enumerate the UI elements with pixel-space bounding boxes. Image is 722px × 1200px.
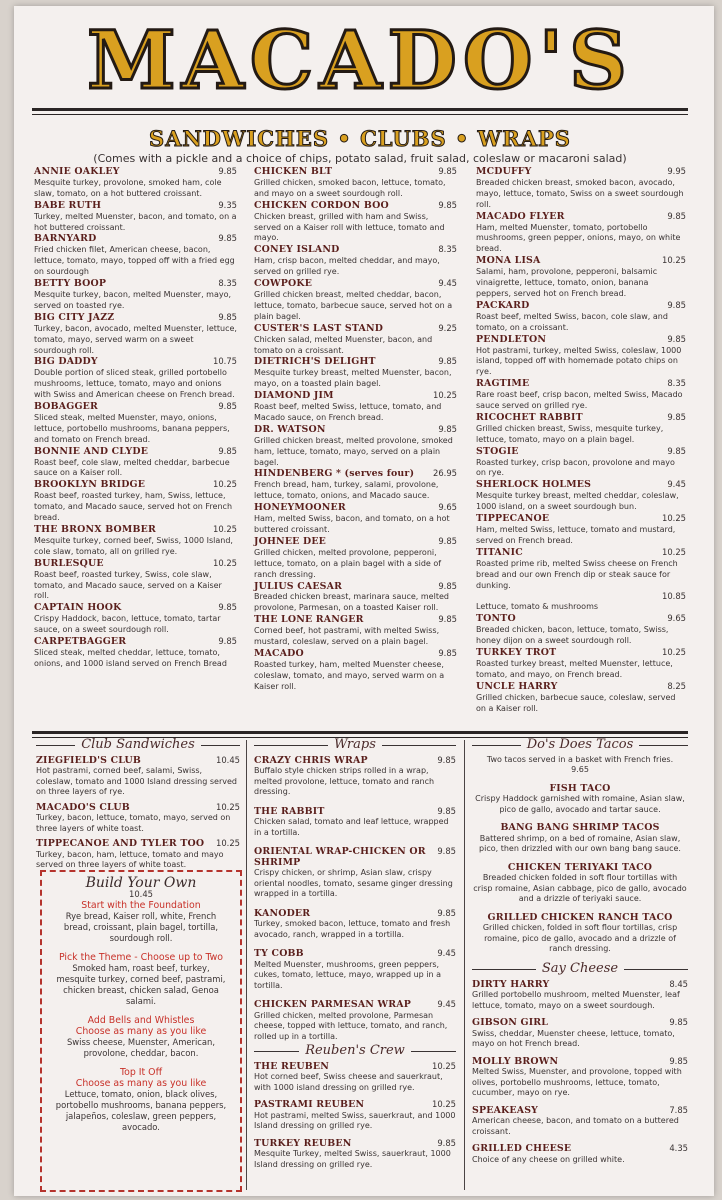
item-name: DIAMOND JIM [254,390,334,402]
item-description: Roast beef, roasted turkey, ham, Swiss, lettuce, tomato, and Macado sauce, served hot on French bread. [34,491,233,523]
item-name: ZIEGFIELD'S CLUB [36,754,142,766]
item-description: Grilled chicken, melted provolone, Parmesan cheese, topped with lettuce, tomato, and ranch, rolled up in a tortilla. [254,1010,448,1041]
item-name: RAGTIME [476,378,530,390]
sandwich-column-1 [34,166,237,670]
item-price: 10.25 [432,1060,456,1071]
item-description: Buffalo style chicken strips rolled in a wrap, melted provolone, lettuce, tomato and ranch dressing. [254,766,435,796]
menu-item [472,1056,688,1099]
byo-step-top-desc: Lettuce, tomato, onion, black olives, portobello mushrooms, banana peppers, jalapeños, coleslaw, green peppers, avocado. [55,1089,227,1132]
item-name: TIPPECANOE AND TYLER TOO [36,838,205,849]
item-description: Fried chicken filet, American cheese, bacon, lettuce, tomato, mayo, topped off with a fried egg on sourdough [34,245,235,277]
menu-item [476,647,686,681]
item-description: Turkey, smoked bacon, lettuce, tomato and fresh avocado, ranch, wrapped in a tortilla. [254,919,451,939]
item-name: HONEYMOONER [254,502,346,514]
item-name: UNCLE HARRY [476,680,558,692]
item-description: Sliced steak, melted cheddar, lettuce, tomato, onions, and 1000 island served on French Bread [34,647,227,668]
menu-item [254,502,457,536]
item-description: Roasted turkey, crisp bacon, provolone and mayo on rye. [476,457,675,478]
item-name: BIG DADDY [34,356,98,368]
item-price: 9.85 [667,333,686,344]
item-description: Hot pastrami, corned beef, salami, Swiss, coleslaw, tomato and 1000 Island dressing served on three layers of rye. [36,766,237,796]
item-description: Grilled chicken, barbecue sauce, coleslaw, served on a Kaiser roll. [476,692,676,713]
item-price: 10.25 [216,838,240,848]
taco-item [472,784,688,816]
item-price: 9.45 [438,278,457,289]
item-name: CHICKEN PARMESAN WRAP [254,999,411,1010]
item-price: 9.45 [437,948,456,958]
menu-item [476,547,686,592]
item-price: 9.85 [218,602,237,613]
item-price: 8.45 [669,978,688,989]
item-description: Mesquite turkey, provolone, smoked ham, cole slaw, tomato, on a hot buttered croissant. [34,177,222,198]
item-name: STOGIE [476,445,519,457]
divider-left [246,740,247,1190]
item-price: 9.85 [438,166,457,176]
item-name: SHERLOCK HOLMES [476,479,592,491]
item-name: TIPPECANOE [476,513,550,525]
item-description: Turkey, bacon, lettuce, tomato, mayo, served on three layers of white toast. [36,813,231,833]
item-price: 9.85 [669,1017,688,1027]
item-price: 9.85 [438,580,457,591]
menu-item [254,323,457,357]
item-name: GRILLED CHEESE [472,1143,572,1154]
club-sandwiches-section [36,737,240,875]
item-description: Turkey, bacon, ham, lettuce, tomato and mayo served on three layers of white toast. [36,849,224,869]
tacos-section [472,737,688,963]
item-name: CHICKEN CORDON BOO [254,199,389,211]
item-description: Breaded chicken breast, marinara sauce, melted provolone, Parmesan, on a toasted Kaiser roll. [254,592,449,613]
item-name: THE REUBEN [254,1060,329,1072]
menu-item [254,581,457,615]
menu-item [254,244,457,278]
reuben-title: Reuben's Crew [305,1043,405,1058]
menu-item [254,806,456,839]
item-price: 10.25 [662,255,686,266]
menu-item [476,211,686,256]
menu-item [34,602,237,636]
menu-item [34,356,237,401]
menu-item [254,908,456,941]
menu-item [34,446,237,480]
item-name: PASTRAMI REUBEN [254,1099,365,1110]
item-price: 9.85 [218,233,237,244]
item-description: Mesquite turkey, bacon, melted Muenster, mayo, served on toasted rye. [34,289,232,310]
item-description: Roasted prime rib, melted Swiss cheese on French bread and our own French dip or steak sauce for dunking. [476,558,678,590]
item-name: ANNIE OAKLEY [34,166,120,177]
item-price: 8.35 [667,378,686,389]
menu-item [254,999,456,1042]
item-description: Grilled chicken, melted provolone, pepperoni, lettuce, tomato, on a plain bagel with a side of ranch dressing. [254,547,442,579]
item-price: 9.85 [438,535,457,546]
item-price: 9.85 [437,846,456,856]
menu-item [476,681,686,715]
menu-item [254,948,456,991]
item-name: CHICKEN BLT [254,166,333,177]
item-price: 9.85 [667,411,686,422]
menu-item [254,278,457,323]
item-description: Double portion of sliced steak, grilled portobello mushrooms, lettuce, tomato, mayo and onions with Swiss and American cheese on French bread. [34,368,235,400]
item-name: GIBSON GIRL [472,1017,549,1028]
item-description: Roast beef, melted Swiss, bacon, cole slaw, and tomato, on a croissant. [476,311,668,332]
menu-item [476,255,686,300]
byo-step-bells-desc: Swiss cheese, Muenster, American, provolone, cheddar, bacon. [66,1037,216,1058]
item-price: 9.85 [437,805,456,816]
item-description: Chicken salad, tomato and leaf lettuce, wrapped in a tortilla. [254,817,449,837]
item-price: 9.95 [667,166,686,176]
menu-item [34,401,237,446]
item-description: Grilled chicken, smoked bacon, lettuce, tomato, and mayo on a sweet sourdough roll. [254,177,446,198]
item-description: Chicken breast, grilled with ham and Swiss, served on a Kaiser roll with lettuce, tomato and mayo. [254,211,445,243]
menu-item [34,233,237,278]
menu-item [254,1099,456,1132]
item-name: TURKEY TROT [476,646,557,658]
item-price: 9.25 [438,322,457,333]
item-description: Sliced steak, melted Muenster, mayo, onions, lettuce, portobello mushrooms, banana peppers, and tomato on French bread. [34,412,230,444]
item-name: CAPTAIN HOOK [34,602,122,614]
brand-title: MACADO'S [87,13,633,107]
item-price: 8.25 [667,680,686,691]
sides-tagline: (Comes with a pickle and a choice of chips, potato salad, fruit salad, coleslaw or macaroni salad) [93,152,627,165]
item-name: FISH TACO [549,782,611,794]
menu-item [476,479,686,513]
menu-item [476,378,686,412]
item-price: 8.35 [438,244,457,255]
item-price: 9.85 [437,1137,456,1148]
item-description: Turkey, bacon, avocado, melted Muenster, lettuce, tomato, mayo, served warm on a sweet sourdough roll. [34,323,237,355]
item-description: Breaded chicken folded in soft flour tortillas with crisp romaine, Asian cabbage, pico de gallo, avocado and a drizzle of teriyaki sauce. [473,873,687,903]
menu-item [254,200,457,245]
item-description: Hot pastrami, turkey, melted Swiss, coleslaw, 1000 island, topped off with homemade potato chips on rye. [476,345,682,377]
item-price: 9.85 [438,647,457,658]
item-price: 9.45 [437,999,456,1009]
item-name: MCDUFFY [476,166,532,177]
item-name: TONTO [476,613,516,625]
item-price: 10.25 [432,1099,456,1109]
tacos-price: 9.65 [571,765,589,774]
item-name: DIETRICH'S DELIGHT [254,356,376,368]
item-name: BANG BANG SHRIMP TACOS [500,822,660,833]
item-name: ORIENTAL WRAP-CHICKEN OR SHRIMP [254,846,426,868]
item-name: CUSTER'S LAST STAND [254,322,384,334]
item-description: Chicken salad, melted Muenster, bacon, and tomato on a croissant. [254,334,433,355]
item-description: Lettuce, tomato & mushrooms [476,602,599,612]
item-price: 10.25 [213,524,237,534]
item-price: 9.85 [218,311,237,322]
item-description: Crispy Haddock garnished with romaine, Asian slaw, pico de gallo, avocado and tartar sauce. [475,794,685,814]
item-description: Hot corned beef, Swiss cheese and sauerkraut, with 1000 island dressing on grilled rye. [254,1072,443,1092]
menu-item [34,479,237,524]
item-price: 10.85 [662,591,686,602]
menu-item [254,846,456,900]
build-your-own-box [40,870,242,1192]
item-name: GRILLED CHICKEN RANCH TACO [487,911,673,923]
header-rule-bottom [32,114,688,115]
menu-item [36,838,240,871]
item-name: HINDENBERG * (serves four) [254,468,415,480]
item-price: 9.85 [437,907,456,918]
item-name: CHICKEN TERIYAKI TACO [507,861,653,873]
item-name: MONA LISA [476,255,541,267]
item-name: MACADO'S CLUB [36,801,130,813]
item-description: Crispy Haddock, bacon, lettuce, tomato, tartar sauce, on a sweet sourdough roll. [34,614,221,635]
menu-item [472,1017,688,1050]
item-description: Mesquite turkey, corned beef, Swiss, 1000 Island, cole slaw, tomato, all on grilled rye. [34,535,233,556]
item-price: 9.65 [667,613,686,624]
byo-step-bells: Add Bells and Whistles [87,1015,195,1026]
item-price: 4.35 [669,1143,688,1153]
item-name: JULIUS CAESAR [254,580,343,592]
item-price: 8.35 [218,278,237,289]
item-price: 9.85 [669,1055,688,1066]
byo-step-top-sub: Choose as many as you like [75,1078,207,1089]
divider-right [464,740,465,1190]
menu-item [476,513,686,547]
build-your-own-price: 10.45 [129,889,153,899]
item-name: THE LONE RANGER [254,614,364,626]
item-description: Grilled chicken breast, melted cheddar, bacon, lettuce, tomato, barbecue sauce, served hot on a plain bagel. [254,289,453,321]
header-rule-top [32,108,688,111]
menu-item [254,614,457,648]
item-name: THE BRONX BOMBER [34,524,156,535]
item-name: BURLESQUE [34,557,104,569]
item-name: BIG CITY JAZZ [34,311,115,323]
item-name: TY COBB [254,948,304,959]
item-price: 9.85 [438,356,457,367]
item-name: BETTY BOOP [34,278,107,290]
item-description: Mesquite Turkey, melted Swiss, sauerkraut, 1000 Island dressing on grilled rye. [254,1149,451,1169]
byo-step-foundation-desc: Rye bread, Kaiser roll, white, French bread, croissant, plain bagel, tortilla, sourdough roll. [63,911,219,943]
item-name: PENDLETON [476,333,547,345]
item-price: 10.25 [213,479,237,490]
menu-item [34,278,237,312]
item-price: 10.25 [213,557,237,568]
menu-item [476,334,686,379]
menu-item [472,1105,688,1138]
item-price: 10.45 [216,754,240,765]
say-cheese-section [472,961,688,1171]
menu-item [34,200,237,234]
item-description: Grilled chicken, folded in soft flour tortillas, crisp romaine, pico de gallo, avocado and a drizzle of ranch dressing. [482,923,678,953]
item-price: 9.85 [218,401,237,412]
item-description: Melted Muenster, mushrooms, green peppers, cukes, tomato, lettuce, mayo, wrapped up in a tortilla. [254,959,442,990]
menu-item [254,468,457,502]
tacos-title: Do's Does Tacos [526,737,634,752]
section-subtitle: SANDWICHES • CLUBS • WRAPS [149,126,571,151]
item-price: 10.25 [662,546,686,557]
item-description: Ham, melted Muenster, tomato, portobello mushrooms, green pepper, onions, mayo, on white bread. [476,222,681,254]
item-description: Roast beef, roasted turkey, Swiss, cole slaw, tomato, and Macado sauce, served on a Kaiser roll. [34,569,222,601]
item-name: BONNIE AND CLYDE [34,445,149,457]
item-name: SPEAKEASY [472,1104,539,1116]
lower-rule-top [32,731,688,734]
wraps-title: Wraps [334,737,376,752]
taco-item [472,863,688,905]
item-name: TURKEY REUBEN [254,1137,352,1149]
item-price: 7.85 [669,1104,688,1115]
item-price: 10.25 [216,801,240,812]
sandwich-column-2 [254,166,457,693]
item-name: RICOCHET RABBIT [476,411,583,423]
item-name: KANODER [254,907,311,919]
item-name: BABE RUTH [34,199,102,211]
item-price: 9.85 [438,614,457,625]
item-price: 9.85 [667,445,686,456]
item-description: Ham, melted Swiss, bacon, and tomato, on a hot buttered croissant. [254,514,450,534]
menu-item [476,613,686,647]
item-name: MOLLY BROWN [472,1055,559,1067]
item-name: BARNYARD [34,233,97,245]
taco-item [472,913,688,955]
item-description: Rare roast beef, crisp bacon, melted Swiss, Macado sauce served on grilled rye. [476,390,683,411]
menu-item [254,755,456,798]
item-description: Grilled chicken breast, Swiss, mesquite turkey, lettuce, tomato, mayo on a plain bagel. [476,423,664,444]
item-description: Hot pastrami, melted Swiss, sauerkraut, and 1000 Island dressing on grilled rye. [254,1110,456,1130]
item-description: Roast beef, cole slaw, melted cheddar, barbecue sauce on a Kaiser roll. [34,457,230,478]
menu-item [476,166,686,211]
club-sandwiches-title: Club Sandwiches [81,737,195,752]
menu-item [472,1143,688,1165]
menu-item [36,755,240,798]
menu-item [34,558,237,603]
item-description: Choice of any cheese on grilled white. [472,1154,625,1164]
item-description: American cheese, bacon, and tomato on a buttered croissant. [472,1116,679,1136]
item-description: Turkey, melted Muenster, bacon, and tomato, on a hot buttered croissant. [34,211,237,232]
item-description: Roasted turkey, ham, melted Muenster cheese, coleslaw, tomato, and mayo, served warm on a Kaiser roll. [254,659,445,691]
item-price: 9.85 [667,210,686,221]
item-description: Corned beef, hot pastrami, with melted Swiss, mustard, coleslaw, served on a plain bagel. [254,626,440,647]
item-name: COWPOKE [254,278,313,290]
item-price: 9.85 [218,166,237,176]
item-name: TITANIC [476,546,523,558]
menu-item [476,300,686,334]
item-description: Melted Swiss, Muenster, and provolone, topped with olives, portobello mushrooms, lettuce, tomato, cucumber, mayo on rye. [472,1067,682,1097]
item-name: CARPETBAGGER [34,636,127,648]
sandwich-column-3 [476,166,686,714]
menu-item [34,524,237,558]
menu-item [254,356,457,390]
item-description: Swiss, cheddar, Muenster cheese, lettuce, tomato, mayo on hot French bread. [472,1028,675,1048]
wraps-section [254,737,456,1050]
item-description: Crispy chicken, or shrimp, Asian slaw, crispy oriental noodles, tomato, sesame ginger dressing wrapped in a tortilla. [254,868,453,898]
item-price: 10.75 [213,356,237,367]
item-description: Grilled portobello mushroom, melted Muenster, leaf lettuce, tomato, mayo on a sweet sourdough. [472,990,680,1010]
item-name: CONEY ISLAND [254,244,340,256]
menu-item [254,390,457,424]
item-price: 9.85 [667,299,686,310]
taco-item [472,823,688,855]
reuben-section [254,1043,456,1176]
byo-step-top: Top It Off [119,1067,163,1078]
item-description: Roasted turkey breast, melted Muenster, lettuce, tomato, and mayo, on French bread. [476,658,673,679]
menu-item [254,1138,456,1171]
item-description: Grilled chicken breast, melted provolone, smoked ham, lettuce, tomato, mayo, served on a plain bagel. [254,435,453,467]
item-price: 9.65 [438,502,457,513]
item-price: 10.25 [662,646,686,657]
item-price: 9.85 [218,636,237,647]
item-name: MACADO FLYER [476,210,565,222]
item-name: MACADO [254,647,304,659]
tacos-intro: Two tacos served in a basket with French fries. [486,754,674,764]
menu-item [34,166,237,200]
item-description: Mesquite turkey breast, melted cheddar, coleslaw, 1000 island, on a sweet sourdough bun. [476,491,679,512]
item-description: Breaded chicken, bacon, lettuce, tomato, Swiss, honey dijon on a sweet sourdough roll. [476,625,669,646]
item-description: Breaded chicken breast, smoked bacon, avocado, mayo, lettuce, tomato, Swiss on a sweet sourdough roll. [476,177,684,209]
item-price: 9.45 [667,479,686,490]
menu-item [34,636,237,670]
menu-item [476,591,686,613]
item-price: 10.25 [662,513,686,524]
item-name: BOBAGGER [34,401,99,413]
byo-step-bells-sub: Choose as many as you like [75,1026,207,1037]
item-name: CRAZY CHRIS WRAP [254,754,368,766]
item-description: Roast beef, melted Swiss, lettuce, tomato, and Macado sauce, on French bread. [254,402,442,422]
item-description: Ham, crisp bacon, melted cheddar, and mayo, served on grilled rye. [254,256,440,277]
menu-item [472,979,688,1012]
menu-item [476,446,686,480]
item-price: 9.85 [437,754,456,765]
build-your-own-title: Build Your Own [85,875,197,891]
item-price: 9.85 [218,445,237,456]
item-name: BROOKLYN BRIDGE [34,479,146,491]
item-price: 10.25 [433,390,457,401]
item-description: Battered shrimp, on a bed of romaine, Asian slaw, pico, then drizzled with our own bang bang sauce. [479,833,681,853]
menu-item [254,648,457,693]
menu-item [34,312,237,357]
item-description: Mesquite turkey breast, melted Muenster, bacon, mayo, on a toasted plain bagel. [254,368,452,389]
say-cheese-title: Say Cheese [541,961,619,976]
item-price: 26.95 [433,468,457,479]
item-price: 9.85 [438,423,457,434]
item-name: PACKARD [476,299,530,311]
menu-item [254,536,457,581]
menu-item [476,412,686,446]
byo-step-theme-desc: Smoked ham, roast beef, turkey, mesquite turkey, corned beef, pastrami, chicken breast, chicken salad, Genoa salami. [56,963,226,1006]
byo-step-theme: Pick the Theme - Choose up to Two [58,952,224,963]
item-name: DIRTY HARRY [472,978,550,990]
menu-item [254,424,457,469]
menu-item [254,166,457,200]
item-price: 9.85 [438,199,457,210]
item-name: DR. WATSON [254,423,326,435]
menu-item [254,1061,456,1094]
item-price: 9.35 [218,199,237,210]
menu-item [36,802,240,835]
byo-step-foundation: Start with the Foundation [81,900,201,911]
item-description: French bread, ham, turkey, salami, provolone, lettuce, tomato, onions, and Macado sauce. [254,480,439,501]
item-description: Ham, melted Swiss, lettuce, tomato and mustard, served on French bread. [476,525,676,545]
item-name: THE RABBIT [254,805,325,817]
item-description: Salami, ham, provolone, pepperoni, balsamic vinaigrette, lettuce, tomato, onion, banana peppers, served hot on French bread. [476,267,658,298]
item-name: JOHNEE DEE [254,535,327,547]
